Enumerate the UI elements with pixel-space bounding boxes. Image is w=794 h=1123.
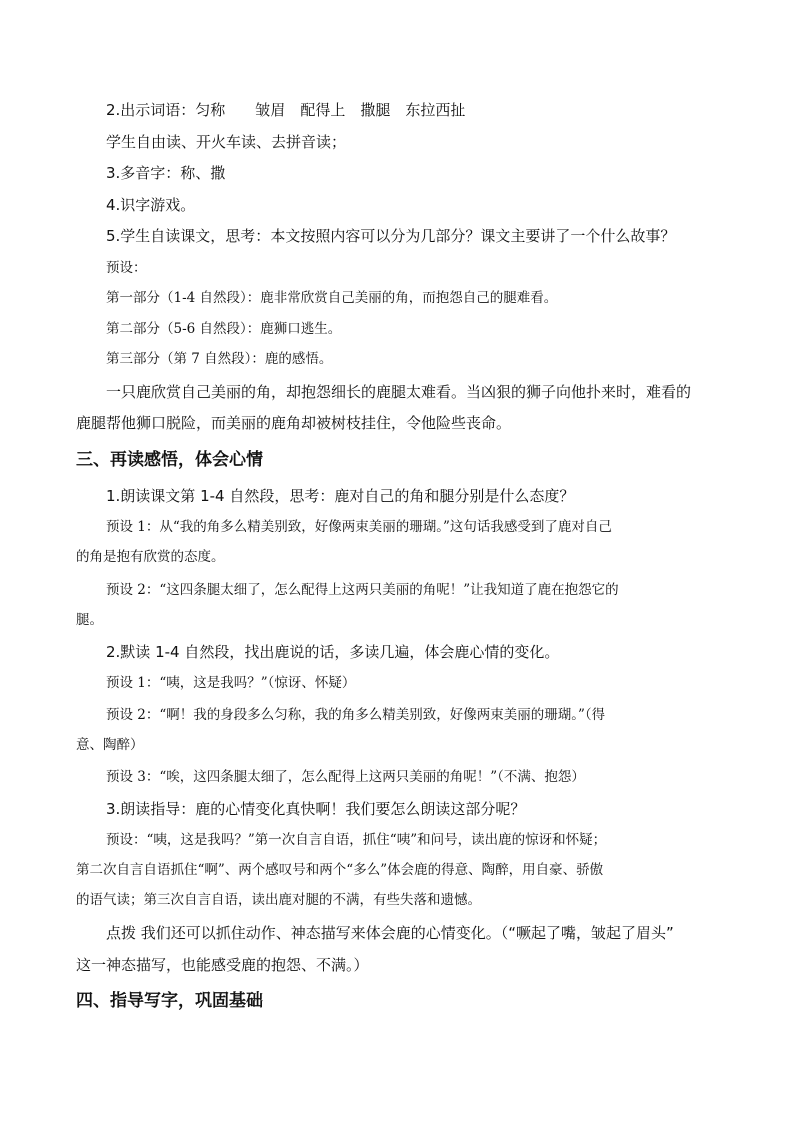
preset-paragraph: 预设 3：“唉，这四条腿太细了，怎么配得上这两只美丽的角呢！”（不满、抱怨）: [106, 769, 585, 785]
self-read-question: 5.学生自读课文，思考：本文按照内容可以分为几部分？课文主要讲了一个什么故事？: [106, 227, 676, 245]
preset-paragraph: 的语气读；第三次自言自语，读出鹿对腿的不满，有些失落和遗憾。: [76, 892, 481, 908]
preset-paragraph: 的角是抱有欣赏的态度。: [76, 549, 225, 565]
preset-paragraph: 腿。: [76, 612, 103, 628]
tip-paragraph: 这一神态描写，也能感受鹿的抱怨、不满。）: [76, 956, 369, 974]
part-one: 第一部分（1-4 自然段）：鹿非常欣赏自己美丽的角，而抱怨自己的腿难看。: [106, 290, 558, 306]
tip-paragraph: 点拨 我们还可以抓住动作、神态描写来体会鹿的心情变化。（“噘起了嘴，皱起了眉头”: [106, 924, 674, 942]
preset-paragraph: 预设 2：“啊！我的身段多么匀称，我的角多么精美别致，好像两束美丽的珊瑚。”（得: [106, 707, 606, 723]
section-heading: 四、指导写字，巩固基础: [76, 991, 263, 1011]
preset-paragraph: 预设 2：“这四条腿太细了，怎么配得上这两只美丽的角呢！”让我知道了鹿在抱怨它的: [106, 582, 619, 598]
part-two: 第二部分（5-6 自然段）：鹿狮口逃生。: [106, 321, 342, 337]
preset-paragraph: 预设：“咦，这是我吗？”第一次自言自语，抓住“咦”和问号，读出鹿的惊讶和怀疑；: [106, 832, 607, 848]
preset-paragraph: 意、陶醉）: [76, 737, 144, 753]
question-three: 3.朗读指导：鹿的心情变化真快啊！我们要怎么朗读这部分呢？: [106, 800, 526, 818]
part-three: 第三部分（第 7 自然段）：鹿的感悟。: [106, 351, 333, 367]
reading-methods: 学生自由读、开火车读、去拼音读；: [106, 133, 347, 151]
preset-paragraph: 预设 1：从“我的角多么精美别致，好像两束美丽的珊瑚。”这句话我感受到了鹿对自己: [106, 519, 612, 535]
question-two: 2.默读 1-4 自然段，找出鹿说的话，多读几遍，体会鹿心情的变化。: [106, 643, 560, 661]
vocab-list-item: 2.出示词语：匀称 皱眉 配得上 撒腿 东拉西扯: [106, 101, 466, 119]
preset-paragraph: 预设 1：“咦，这是我吗？”（惊讶、怀疑）: [106, 675, 356, 691]
summary-line: 一只鹿欣赏自己美丽的角，却抱怨细长的鹿腿太难看。当凶狠的狮子向他扑来时，难看的: [106, 383, 692, 401]
summary-line: 鹿腿帮他狮口脱险，而美丽的鹿角却被树枝挂住，令他险些丧命。: [76, 414, 512, 432]
preset-label: 预设：: [106, 260, 147, 276]
preset-paragraph: 第二次自言自语抓住“啊”、两个感叹号和两个“多么”体会鹿的得意、陶醉，用自豪、骄傲: [76, 862, 604, 878]
question-one: 1.朗读课文第 1-4 自然段，思考：鹿对自己的角和腿分别是什么态度？: [106, 487, 575, 505]
section-heading: 三、再读感悟，体会心情: [76, 450, 263, 470]
game-item: 4.识字游戏。: [106, 196, 196, 214]
polyphonic-item: 3.多音字：称、撒: [106, 164, 226, 182]
